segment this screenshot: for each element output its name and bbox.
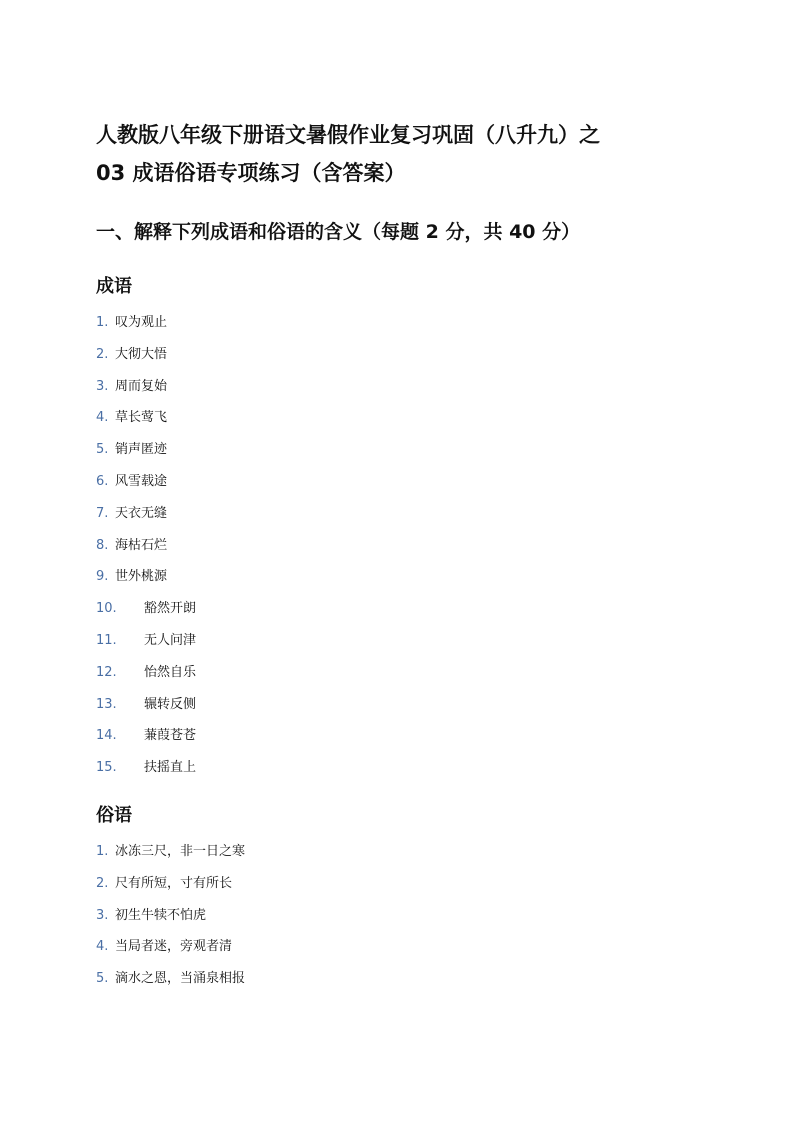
document-title	[96, 116, 696, 192]
list-item	[96, 906, 245, 938]
item-text: 滴水之恩，当涌泉相报	[115, 971, 246, 987]
item-text: 世外桃源	[115, 569, 168, 585]
item-text: 大彻大悟	[115, 346, 168, 362]
item-text: 尺有所短，寸有所长	[115, 875, 233, 891]
item-number: 13.	[96, 696, 117, 712]
item-text: 扶摇直上	[144, 760, 197, 776]
list-item	[96, 937, 245, 969]
item-text: 叹为观止	[115, 315, 168, 330]
item-text: 初生牛犊不怕虎	[115, 907, 207, 923]
list-item	[96, 969, 245, 1001]
item-text: 无人问津	[144, 632, 197, 648]
item-number: 6.	[96, 473, 109, 489]
list-item	[96, 567, 196, 599]
item-text: 风雪载途	[115, 473, 168, 489]
list-item	[96, 758, 196, 790]
list-item	[96, 313, 196, 345]
list-item	[96, 472, 196, 504]
item-text: 销声匿迹	[115, 442, 168, 458]
list-item	[96, 726, 196, 758]
item-number: 9.	[96, 569, 109, 585]
item-number: 2.	[96, 875, 109, 891]
item-text: 冰冻三尺，非一日之寒	[115, 844, 246, 859]
item-text: 草长莺飞	[115, 410, 168, 426]
idioms-list	[96, 313, 196, 790]
proverbs-heading: 俗语	[96, 805, 132, 826]
list-item	[96, 842, 245, 874]
item-number: 7.	[96, 505, 109, 521]
proverbs-list	[96, 842, 245, 1001]
item-number: 15.	[96, 760, 117, 776]
idioms-heading: 成语	[96, 276, 132, 297]
item-number: 11.	[96, 632, 117, 648]
section-heading: 一、解释下列成语和俗语的含义（每题 2 分，共 40 分）	[96, 221, 581, 243]
item-number: 5.	[96, 442, 109, 458]
list-item	[96, 408, 196, 440]
item-text: 辗转反侧	[144, 696, 197, 712]
item-text: 海枯石烂	[115, 537, 168, 553]
list-item	[96, 663, 196, 695]
item-number: 1.	[96, 315, 109, 330]
item-number: 4.	[96, 410, 109, 426]
item-number: 14.	[96, 728, 117, 744]
item-number: 12.	[96, 664, 117, 680]
item-number: 4.	[96, 939, 109, 955]
title-line-1: 人教版八年级下册语文暑假作业复习巩固（八升九）之	[96, 123, 600, 147]
list-item	[96, 631, 196, 663]
item-number: 1.	[96, 844, 109, 859]
item-text: 蒹葭苍苍	[144, 728, 197, 744]
item-text: 怡然自乐	[144, 664, 197, 680]
title-line-2: 03 成语俗语专项练习（含答案）	[96, 161, 406, 185]
list-item	[96, 599, 196, 631]
list-item	[96, 504, 196, 536]
item-number: 8.	[96, 537, 109, 553]
list-item	[96, 695, 196, 727]
item-number: 5.	[96, 971, 109, 987]
list-item	[96, 377, 196, 409]
item-number: 2.	[96, 346, 109, 362]
list-item	[96, 874, 245, 906]
item-text: 豁然开朗	[144, 601, 197, 617]
item-text: 当局者迷，旁观者清	[115, 939, 233, 955]
item-number: 10.	[96, 601, 117, 617]
item-text: 周而复始	[115, 378, 168, 394]
item-number: 3.	[96, 907, 109, 923]
list-item	[96, 345, 196, 377]
list-item	[96, 440, 196, 472]
list-item	[96, 536, 196, 568]
item-number: 3.	[96, 378, 109, 394]
item-text: 天衣无缝	[115, 505, 168, 521]
